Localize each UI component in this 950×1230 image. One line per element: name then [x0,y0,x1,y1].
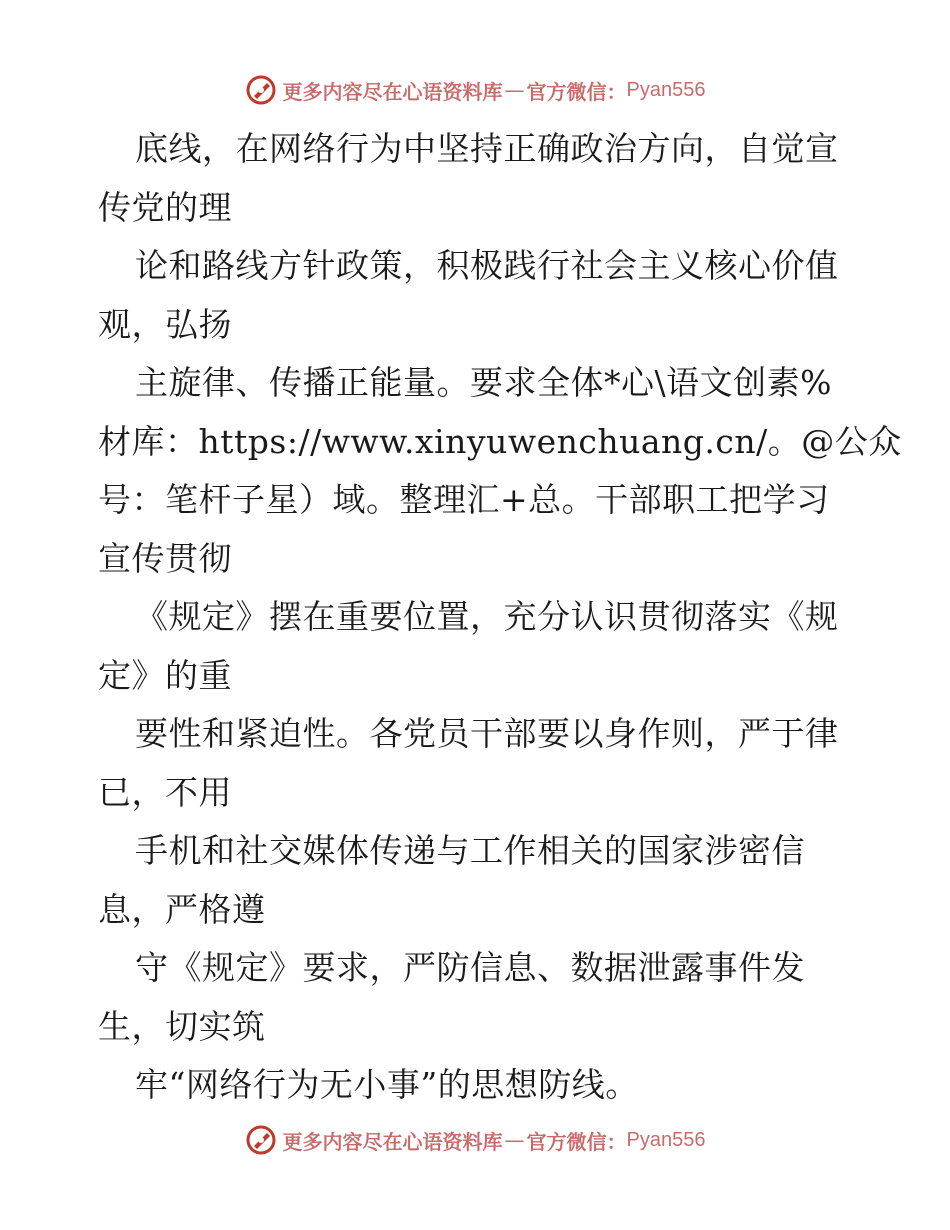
header-dash: — [504,78,525,102]
body-line: 材库：https://www.xinyuwenchuang.cn/。@公众 [98,421,902,461]
footer-wechat-handle: Pyan556 [626,1128,706,1151]
body-line: 论和路线方针政策，积极践行社会主义核心价值 [135,246,839,285]
body-line: 观，弘扬 [98,304,232,344]
footer-banner [0,1120,950,1160]
body-line: 《规定》摆在重要位置，充分认识贯彻落实《规 [135,597,839,636]
document-body [98,120,902,1115]
body-line: 定》的重 [98,655,232,695]
footer-wechat-label: 官方微信： [526,1129,627,1154]
body-line: 守《规定》要求，严防信息、数据泄露事件发 [135,948,805,987]
body-line: 手机和社交媒体传递与工作相关的国家涉密信 [135,831,805,870]
header-wechat-label: 官方微信： [526,79,627,104]
footer-dash: — [504,1128,525,1152]
body-line: 要性和紧迫性。各党员干部要以身作则，严于律 [135,714,839,753]
body-line: 号：笔杆子星）域。整理汇+总。干部职工把学习 [98,480,830,519]
red-seal-logo-icon [245,74,277,106]
red-seal-logo-icon [245,1124,277,1156]
body-line: 传党的理 [98,187,232,227]
body-line: 息，严格遵 [98,889,266,929]
body-line: 牢“网络行为无小事”的思想防线。 [135,1065,639,1104]
header-banner [0,70,950,110]
body-line: 生，切实筑 [98,1006,266,1046]
body-line: 底线，在网络行为中坚持正确政治方向，自觉宣 [135,129,839,168]
body-line: 主旋律、传播正能量。要求全体*心\语文创素% [135,363,832,402]
header-wechat-handle: Pyan556 [626,78,706,101]
body-line: 宣传贯彻 [98,538,232,578]
header-brand-text: 更多内容尽在心语资料库 [282,79,503,104]
body-line: 已，不用 [98,772,232,812]
footer-brand-text: 更多内容尽在心语资料库 [282,1129,503,1154]
